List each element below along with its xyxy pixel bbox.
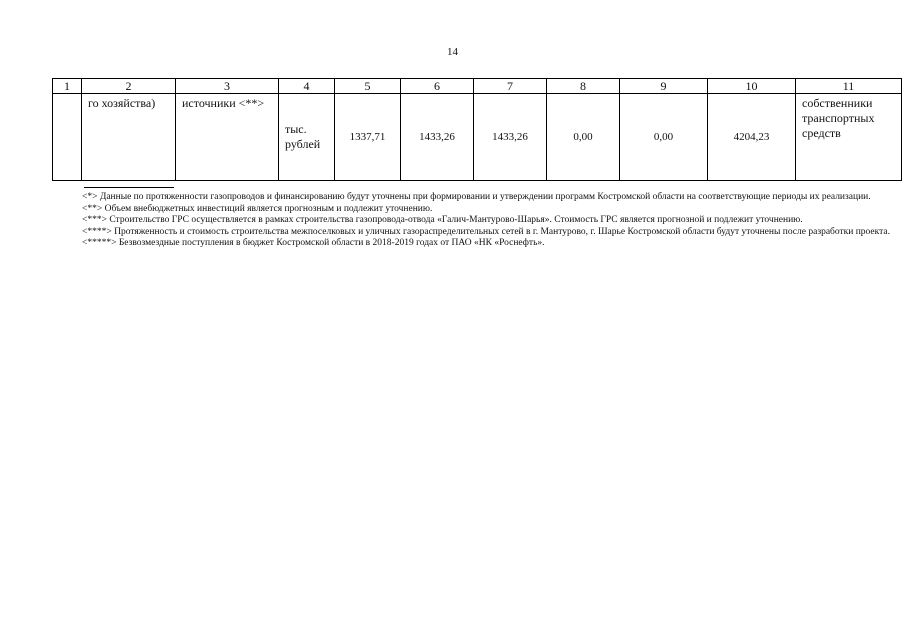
footnotes — [52, 192, 901, 250]
header-cell-1: 1 — [53, 79, 82, 94]
header-row — [53, 79, 902, 94]
header-cell-8: 8 — [547, 79, 620, 94]
row-number-cell — [53, 94, 82, 181]
header-cell-5: 5 — [335, 79, 401, 94]
executor-cell: собственники транспортных средств — [796, 94, 902, 181]
value-cell-7: 1433,26 — [474, 94, 547, 181]
footnote-divider — [84, 187, 174, 188]
header-cell-11: 11 — [796, 79, 902, 94]
funding-source-cell: источники <**> — [176, 94, 279, 181]
header-cell-6: 6 — [401, 79, 474, 94]
value-cell-9: 0,00 — [620, 94, 708, 181]
footnote-5: <*****> Безвозмездные поступления в бюджет Костромской области в 2018-2019 годах от ПАО «НК «Роснефть». — [82, 238, 545, 249]
value-cell-6: 1433,26 — [401, 94, 474, 181]
header-cell-3: 3 — [176, 79, 279, 94]
footnote-2: <**> Объем внебюджетных инвестиций является прогнозным и подлежит уточнению. — [82, 203, 433, 214]
investment-table — [52, 78, 902, 181]
value-cell-5: 1337,71 — [335, 94, 401, 181]
header-cell-9: 9 — [620, 79, 708, 94]
footnote-3: <***> Строительство ГРС осуществляется в рамках строительства газопровода-отвода «Галич-Мантурово-Шарья». Стоимость ГРС является прогнозной и подлежит уточнению. — [82, 215, 803, 226]
header-cell-2: 2 — [82, 79, 176, 94]
event-name-cell: го хозяйства) — [82, 94, 176, 181]
header-cell-4: 4 — [279, 79, 335, 94]
table-row — [53, 94, 902, 181]
header-cell-10: 10 — [708, 79, 796, 94]
unit-cell: тыс. рублей — [279, 94, 335, 181]
value-cell-8: 0,00 — [547, 94, 620, 181]
total-cell: 4204,23 — [708, 94, 796, 181]
page-number: 14 — [447, 46, 458, 58]
header-cell-7: 7 — [474, 79, 547, 94]
footnote-4: <****> Протяженность и стоимость строительства межпоселковых и уличных газораспределительных сетей в г. Мантурово, г. Шарье Костромской области будут уточнены после разработки проекта. — [82, 226, 890, 237]
footnote-1: <*> Данные по протяженности газопроводов и финансированию будут уточнены при формировании и утверждении программ Костромской области на соответствующие периоды их реализации. — [82, 192, 871, 202]
